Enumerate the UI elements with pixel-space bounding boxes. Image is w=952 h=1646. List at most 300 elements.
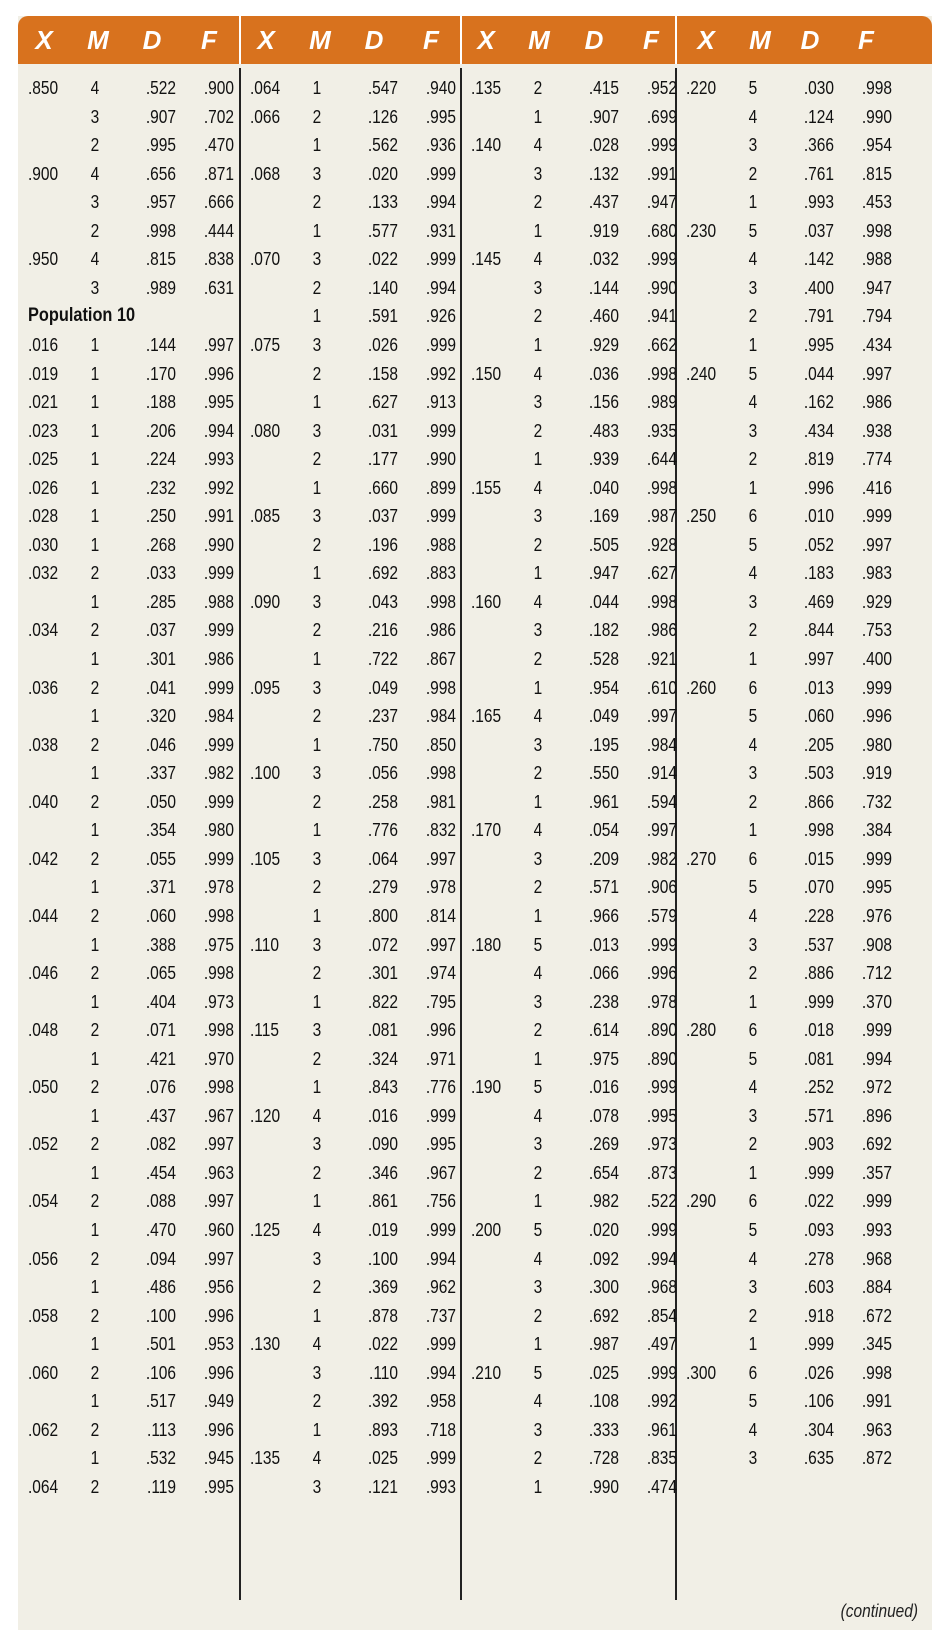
cell-f: .899: [425, 477, 456, 498]
cell-d: .929: [588, 334, 619, 355]
cell-d: .070: [803, 877, 834, 898]
cell-m: 5: [748, 220, 758, 241]
cell-m: 2: [748, 306, 758, 327]
cell-d: .400: [803, 277, 834, 298]
cell-m: 3: [533, 392, 543, 413]
cell-d: .177: [367, 449, 398, 470]
cell-f: .987: [646, 506, 677, 527]
cell-d: .018: [803, 1020, 834, 1041]
cell-m: 2: [748, 791, 758, 812]
cell-d: .919: [588, 220, 619, 241]
cell-f: .890: [646, 1048, 677, 1069]
cell-m: 2: [533, 1162, 543, 1183]
cell-x: .060: [28, 1362, 59, 1383]
cell-f: .610: [646, 677, 677, 698]
cell-f: .994: [646, 1248, 677, 1269]
cell-m: 5: [748, 1391, 758, 1412]
cell-f: .914: [646, 763, 677, 784]
cell-d: .800: [367, 905, 398, 926]
cell-m: 2: [748, 1305, 758, 1326]
cell-d: .195: [588, 734, 619, 755]
cell-f: .999: [861, 1191, 892, 1212]
header-x-4: X: [697, 25, 715, 55]
cell-m: 3: [312, 677, 322, 698]
cell-d: .037: [145, 620, 176, 641]
cell-m: 1: [90, 991, 100, 1012]
cell-m: 1: [90, 706, 100, 727]
cell-d: .016: [588, 1077, 619, 1098]
cell-f: .990: [425, 449, 456, 470]
cell-d: .750: [367, 734, 398, 755]
header-x-3: X: [477, 25, 495, 55]
cell-m: 1: [748, 334, 758, 355]
cell-m: 3: [748, 763, 758, 784]
cell-x: .130: [250, 1334, 281, 1355]
cell-f: .940: [425, 78, 456, 98]
cell-d: .144: [588, 277, 619, 298]
cell-m: 2: [90, 1362, 100, 1383]
cell-f: .984: [203, 706, 234, 727]
cell-m: 2: [312, 534, 322, 555]
cell-f: .947: [861, 277, 892, 298]
cell-f: .906: [646, 877, 677, 898]
cell-f: .999: [425, 1105, 456, 1126]
cell-m: 1: [90, 1448, 100, 1469]
cell-m: 1: [533, 1048, 543, 1069]
cell-m: 4: [748, 1248, 758, 1269]
cell-d: .998: [803, 820, 834, 841]
cell-f: .998: [203, 905, 234, 926]
cell-x: .110: [250, 934, 279, 955]
cell-d: .033: [145, 563, 176, 584]
cell-f: .968: [646, 1277, 677, 1298]
cell-x: .052: [28, 1134, 59, 1155]
cell-f: .998: [425, 677, 456, 698]
cell-m: 4: [312, 1334, 322, 1355]
cell-m: 2: [312, 449, 322, 470]
cell-x: .056: [28, 1248, 59, 1269]
cell-m: 2: [312, 277, 322, 298]
cell-f: .991: [861, 1391, 892, 1412]
cell-x: .100: [250, 763, 281, 784]
cell-m: 1: [312, 220, 322, 241]
cell-m: 2: [312, 192, 322, 213]
cell-m: 5: [533, 1362, 543, 1383]
cell-f: .989: [646, 392, 677, 413]
cell-d: .020: [588, 1220, 619, 1240]
cell-f: .961: [646, 1419, 677, 1440]
cell-d: .999: [803, 1162, 834, 1183]
cell-f: .981: [425, 791, 456, 812]
cell-m: 2: [312, 106, 322, 127]
cell-d: .505: [588, 534, 619, 555]
cell-d: .654: [588, 1162, 619, 1183]
cell-m: 1: [533, 449, 543, 470]
cell-d: .300: [588, 1277, 619, 1298]
cell-m: 2: [90, 563, 100, 584]
cell-d: .022: [803, 1191, 834, 1212]
cell-m: 3: [533, 506, 543, 527]
cell-d: .966: [588, 905, 619, 926]
cell-m: 1: [312, 820, 322, 841]
header-divider: [675, 16, 677, 64]
cell-d: .065: [145, 963, 176, 984]
cell-m: 2: [312, 1162, 322, 1183]
header-d-4: D: [800, 25, 820, 55]
cell-m: 1: [312, 1191, 322, 1212]
cell-m: 2: [748, 963, 758, 984]
cell-m: 2: [748, 449, 758, 470]
cell-m: 1: [748, 820, 758, 841]
cell-d: .081: [803, 1048, 834, 1069]
cell-f: .999: [646, 1077, 677, 1098]
cell-f: .838: [203, 249, 234, 270]
cell-d: .133: [367, 192, 398, 213]
cell-f: .999: [861, 506, 892, 527]
cell-d: .547: [367, 78, 398, 98]
cell-m: 5: [748, 534, 758, 555]
cell-m: 2: [312, 1048, 322, 1069]
header-x-1: X: [35, 25, 53, 55]
cell-d: .049: [367, 677, 398, 698]
cell-m: 2: [90, 1476, 100, 1497]
cell-m: 2: [312, 1277, 322, 1298]
cell-m: 4: [748, 1419, 758, 1440]
cell-m: 1: [90, 534, 100, 555]
cell-d: .999: [803, 1334, 834, 1355]
cell-f: .993: [861, 1220, 892, 1240]
cell-f: .973: [646, 1134, 677, 1155]
cell-d: .209: [588, 848, 619, 869]
cell-d: .025: [367, 1448, 398, 1469]
cell-d: .776: [367, 820, 398, 841]
cell-m: 1: [312, 78, 322, 98]
cell-m: 1: [90, 649, 100, 669]
cell-f: .997: [203, 1134, 234, 1155]
cell-f: .980: [861, 734, 892, 755]
cell-f: .978: [203, 877, 234, 898]
cell-x: .135: [250, 1448, 281, 1469]
cell-f: .835: [646, 1448, 677, 1469]
cell-f: .400: [861, 649, 892, 669]
cell-f: .967: [425, 1162, 456, 1183]
cell-d: .415: [588, 78, 619, 98]
cell-f: .997: [861, 534, 892, 555]
cell-d: .819: [803, 449, 834, 470]
cell-d: .169: [588, 506, 619, 527]
cell-f: .795: [425, 991, 456, 1012]
cell-x: .900: [28, 163, 59, 184]
cell-d: .591: [367, 306, 398, 327]
cell-f: .992: [425, 363, 456, 384]
cell-f: .997: [203, 1248, 234, 1269]
cell-m: 1: [748, 1334, 758, 1355]
cell-m: 4: [748, 106, 758, 127]
cell-x: .180: [471, 934, 502, 955]
cell-d: .119: [147, 1476, 176, 1497]
cell-d: .094: [145, 1248, 176, 1269]
cell-m: 1: [90, 1277, 100, 1298]
cell-f: .945: [203, 1448, 234, 1469]
cell-m: 2: [533, 534, 543, 555]
cell-d: .627: [367, 392, 398, 413]
cell-d: .486: [145, 1277, 176, 1298]
cell-d: .304: [803, 1419, 834, 1440]
cell-f: .978: [646, 991, 677, 1012]
cell-f: .990: [861, 106, 892, 127]
cell-x: .023: [28, 420, 59, 441]
cell-f: .998: [203, 1077, 234, 1098]
cell-m: 1: [312, 135, 322, 156]
cell-x: .070: [250, 249, 281, 270]
cell-f: .814: [425, 905, 456, 926]
cell-f: .954: [861, 135, 892, 156]
cell-x: .155: [471, 477, 502, 498]
cell-f: .384: [861, 820, 892, 841]
cell-d: .158: [367, 363, 398, 384]
cell-x: .125: [250, 1220, 281, 1240]
cell-f: .999: [646, 135, 677, 156]
cell-m: 1: [90, 449, 100, 470]
cell-f: .522: [646, 1191, 677, 1212]
cell-x: .140: [471, 135, 502, 156]
cell-x: .021: [28, 392, 59, 413]
cell-d: .761: [803, 163, 834, 184]
cell-d: .170: [145, 363, 176, 384]
cell-f: .986: [861, 392, 892, 413]
cell-d: .258: [367, 791, 398, 812]
cell-d: .997: [803, 649, 834, 669]
cell-f: .968: [861, 1248, 892, 1269]
cell-m: 3: [312, 1476, 322, 1497]
cell-d: .050: [145, 791, 176, 812]
cell-f: .958: [425, 1391, 456, 1412]
cell-m: 4: [90, 78, 100, 98]
cell-m: 1: [312, 563, 322, 584]
cell-d: .995: [803, 334, 834, 355]
cell-m: 1: [90, 420, 100, 441]
cell-x: .095: [250, 677, 281, 698]
cell-m: 6: [748, 677, 758, 698]
cell-m: 3: [748, 1277, 758, 1298]
cell-m: 4: [90, 163, 100, 184]
cell-d: .228: [803, 905, 834, 926]
cell-f: .883: [425, 563, 456, 584]
cell-f: .357: [861, 1162, 892, 1183]
cell-m: 2: [90, 135, 100, 156]
cell-d: .961: [588, 791, 619, 812]
cell-f: .998: [425, 763, 456, 784]
cell-m: 3: [748, 934, 758, 955]
cell-f: .970: [203, 1048, 234, 1069]
cell-m: 5: [533, 1077, 543, 1098]
cell-d: .886: [803, 963, 834, 984]
cell-m: 3: [533, 1277, 543, 1298]
cell-d: .031: [367, 420, 398, 441]
cell-m: 5: [748, 877, 758, 898]
cell-x: .120: [250, 1105, 281, 1126]
cell-f: .967: [203, 1105, 234, 1126]
cell-f: .850: [425, 734, 456, 755]
cell-f: .666: [203, 192, 234, 213]
cell-d: .528: [588, 649, 619, 669]
cell-m: 1: [533, 677, 543, 698]
cell-x: .290: [686, 1191, 717, 1212]
cell-d: .939: [588, 449, 619, 470]
cell-f: .963: [861, 1419, 892, 1440]
cell-m: 3: [533, 1419, 543, 1440]
cell-m: 2: [533, 649, 543, 669]
header-d-3: D: [584, 25, 604, 55]
cell-f: .999: [425, 163, 456, 184]
cell-d: .013: [588, 934, 619, 955]
cell-m: 3: [312, 1134, 322, 1155]
cell-d: .250: [145, 506, 176, 527]
cell-d: .025: [588, 1362, 619, 1383]
cell-d: .501: [145, 1334, 176, 1355]
header-divider: [460, 16, 462, 64]
cell-d: .907: [588, 106, 619, 127]
cell-d: .278: [803, 1248, 834, 1269]
cell-f: .345: [861, 1334, 892, 1355]
cell-f: .453: [861, 192, 892, 213]
cell-f: .936: [425, 135, 456, 156]
cell-d: .656: [145, 163, 176, 184]
cell-m: 1: [312, 477, 322, 498]
cell-f: .999: [861, 677, 892, 698]
cell-m: 1: [90, 1162, 100, 1183]
cell-f: .935: [646, 420, 677, 441]
cell-d: .142: [803, 249, 834, 270]
cell-x: .220: [686, 78, 717, 98]
cell-f: .871: [203, 163, 234, 184]
cell-m: 3: [312, 249, 322, 270]
cell-m: 3: [312, 1248, 322, 1269]
cell-m: 4: [90, 249, 100, 270]
cell-m: 5: [533, 934, 543, 955]
cell-f: .982: [203, 763, 234, 784]
cell-m: 2: [533, 306, 543, 327]
cell-m: 6: [748, 1191, 758, 1212]
cell-f: .998: [861, 78, 892, 98]
column-divider: [239, 68, 241, 1600]
cell-f: .732: [861, 791, 892, 812]
header-f-1: F: [201, 25, 217, 55]
cell-d: .522: [145, 78, 176, 98]
cell-d: .144: [145, 334, 176, 355]
cell-m: 4: [533, 820, 543, 841]
cell-x: .028: [28, 506, 59, 527]
cell-m: 2: [748, 1134, 758, 1155]
cell-d: .066: [588, 963, 619, 984]
cell-f: .962: [425, 1277, 456, 1298]
cell-m: 2: [533, 192, 543, 213]
cell-d: .404: [145, 991, 176, 1012]
cell-d: .503: [803, 763, 834, 784]
cell-f: .370: [861, 991, 892, 1012]
cell-f: .712: [861, 963, 892, 984]
cell-d: .722: [367, 649, 398, 669]
cell-d: .577: [367, 220, 398, 241]
cell-m: 1: [312, 1305, 322, 1326]
cell-d: .043: [367, 591, 398, 612]
cell-m: 1: [533, 106, 543, 127]
cell-d: .026: [367, 334, 398, 355]
cell-f: .776: [425, 1077, 456, 1098]
cell-m: 1: [312, 1419, 322, 1440]
cell-d: .026: [803, 1362, 834, 1383]
cell-f: .999: [425, 1220, 456, 1240]
cell-f: .998: [425, 591, 456, 612]
cell-m: 3: [312, 934, 322, 955]
cell-m: 3: [533, 620, 543, 641]
cell-d: .903: [803, 1134, 834, 1155]
cell-f: .594: [646, 791, 677, 812]
cell-x: .068: [250, 163, 281, 184]
cell-f: .832: [425, 820, 456, 841]
cell-f: .995: [861, 877, 892, 898]
cell-m: 3: [312, 420, 322, 441]
cell-d: .285: [145, 591, 176, 612]
cell-f: .999: [646, 249, 677, 270]
cell-x: .054: [28, 1191, 59, 1212]
cell-m: 1: [90, 820, 100, 841]
cell-d: .188: [145, 392, 176, 413]
cell-m: 4: [748, 1077, 758, 1098]
cell-d: .072: [367, 934, 398, 955]
cell-m: 2: [312, 963, 322, 984]
cell-m: 3: [312, 334, 322, 355]
cell-d: .907: [145, 106, 176, 127]
cell-m: 3: [748, 420, 758, 441]
cell-f: .947: [646, 192, 677, 213]
cell-x: .042: [28, 848, 59, 869]
cell-m: 1: [533, 1191, 543, 1212]
cell-m: 2: [90, 1305, 100, 1326]
cell-x: .064: [250, 78, 281, 98]
cell-x: .036: [28, 677, 59, 698]
cell-f: .926: [425, 306, 456, 327]
cell-d: .216: [367, 620, 398, 641]
cell-d: .252: [803, 1077, 834, 1098]
cell-f: .680: [646, 220, 677, 241]
cell-f: .998: [646, 477, 677, 498]
cell-f: .997: [646, 706, 677, 727]
cell-f: .999: [646, 1362, 677, 1383]
header-x-2: X: [257, 25, 275, 55]
cell-f: .974: [425, 963, 456, 984]
cell-m: 1: [90, 763, 100, 784]
cell-x: .026: [28, 477, 59, 498]
cell-f: .992: [646, 1391, 677, 1412]
cell-d: .022: [367, 249, 398, 270]
cell-d: .660: [367, 477, 398, 498]
cell-d: .113: [147, 1419, 176, 1440]
cell-x: .090: [250, 591, 281, 612]
cell-m: 2: [312, 1391, 322, 1412]
cell-f: .470: [203, 135, 234, 156]
cell-m: 3: [312, 1362, 322, 1383]
cell-m: 1: [90, 1048, 100, 1069]
cell-d: .517: [145, 1391, 176, 1412]
cell-d: .822: [367, 991, 398, 1012]
cell-d: .333: [588, 1419, 619, 1440]
cell-f: .998: [203, 1020, 234, 1041]
header-m-1: M: [87, 25, 109, 55]
cell-f: .999: [203, 734, 234, 755]
cell-m: 4: [533, 1391, 543, 1412]
cell-m: 3: [748, 277, 758, 298]
